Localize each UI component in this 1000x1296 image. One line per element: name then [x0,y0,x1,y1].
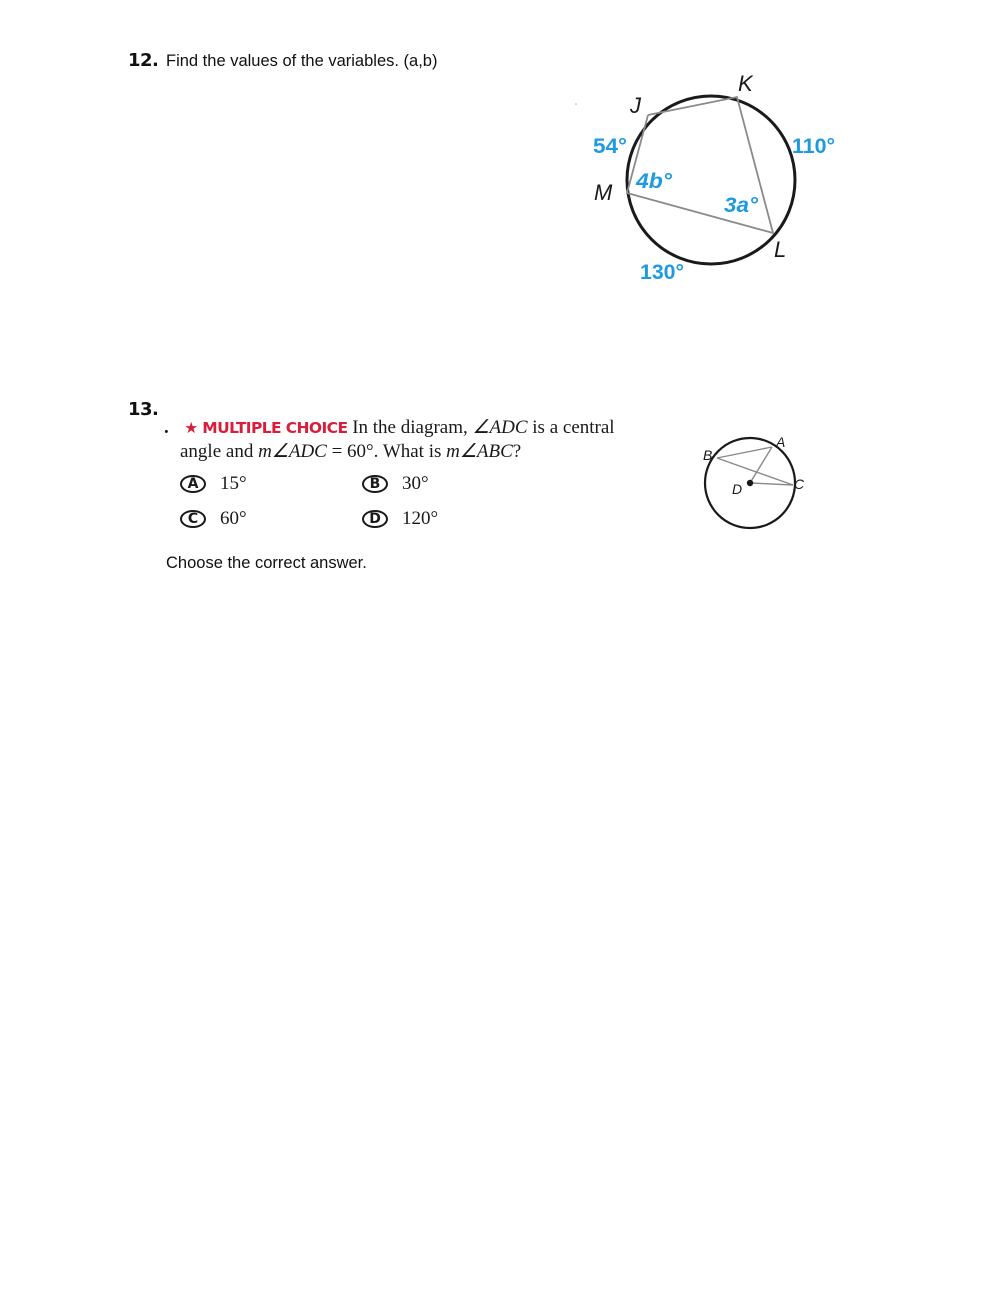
stem-expr-madc: m∠ADC [258,441,327,462]
stem-angle-adc: ∠ADC [472,417,528,438]
choice-a-value: 15° [220,473,247,494]
stem-text-1a: In the diagram, [352,417,473,438]
choice-a-letter: A [180,475,206,493]
arc-label-130: 130° [640,261,684,284]
star-icon: ★ [184,419,198,437]
bullet-dot: . [164,417,169,438]
point-label-A: A [776,434,786,450]
point-label-B: B [703,447,713,463]
choice-d-letter: D [362,510,388,528]
question-13-stem-line-1 [164,416,615,440]
question-13-stem [164,416,615,463]
choice-b-letter: B [362,475,388,493]
stem-text-2a: angle and [180,441,259,462]
choice-a[interactable] [180,473,247,495]
choice-c-letter: C [180,510,206,528]
choice-d-value: 120° [402,508,439,529]
arc-label-110: 110° [792,135,835,158]
question-13-stem-line-2 [164,440,615,463]
point-label-L: L [774,237,787,262]
point-label-J: J [630,93,641,118]
choice-c[interactable] [180,508,247,530]
stem-expr-mabc: m∠ABC [446,441,513,462]
question-12-number: 12. [128,50,159,71]
point-label-M: M [594,180,613,205]
point-label-D: D [732,481,743,497]
choice-d[interactable] [362,508,438,530]
question-13-circle-diagram [690,425,820,535]
multiple-choice-tag: MULTIPLE CHOICE [202,419,348,437]
question-13-instruction: Choose the correct answer. [166,554,367,572]
choice-c-value: 60° [220,508,247,529]
question-12-prompt: Find the values of the variables. (a,b) [166,52,438,70]
question-12-circle-diagram [570,65,850,295]
choice-b-value: 30° [402,473,429,494]
stem-text-2c: ? [512,441,522,462]
arc-label-54: 54° [593,135,627,158]
angle-label-4b: 4b° [634,170,673,193]
choice-b[interactable] [362,473,429,495]
stem-text-2b: = 60°. What is [326,441,447,462]
point-label-C: C [794,476,805,492]
angle-label-3a: 3a° [724,194,759,217]
question-13-number: 13. [128,399,159,420]
point-label-K: K [738,71,753,96]
stem-text-1b: is a central [527,417,615,438]
